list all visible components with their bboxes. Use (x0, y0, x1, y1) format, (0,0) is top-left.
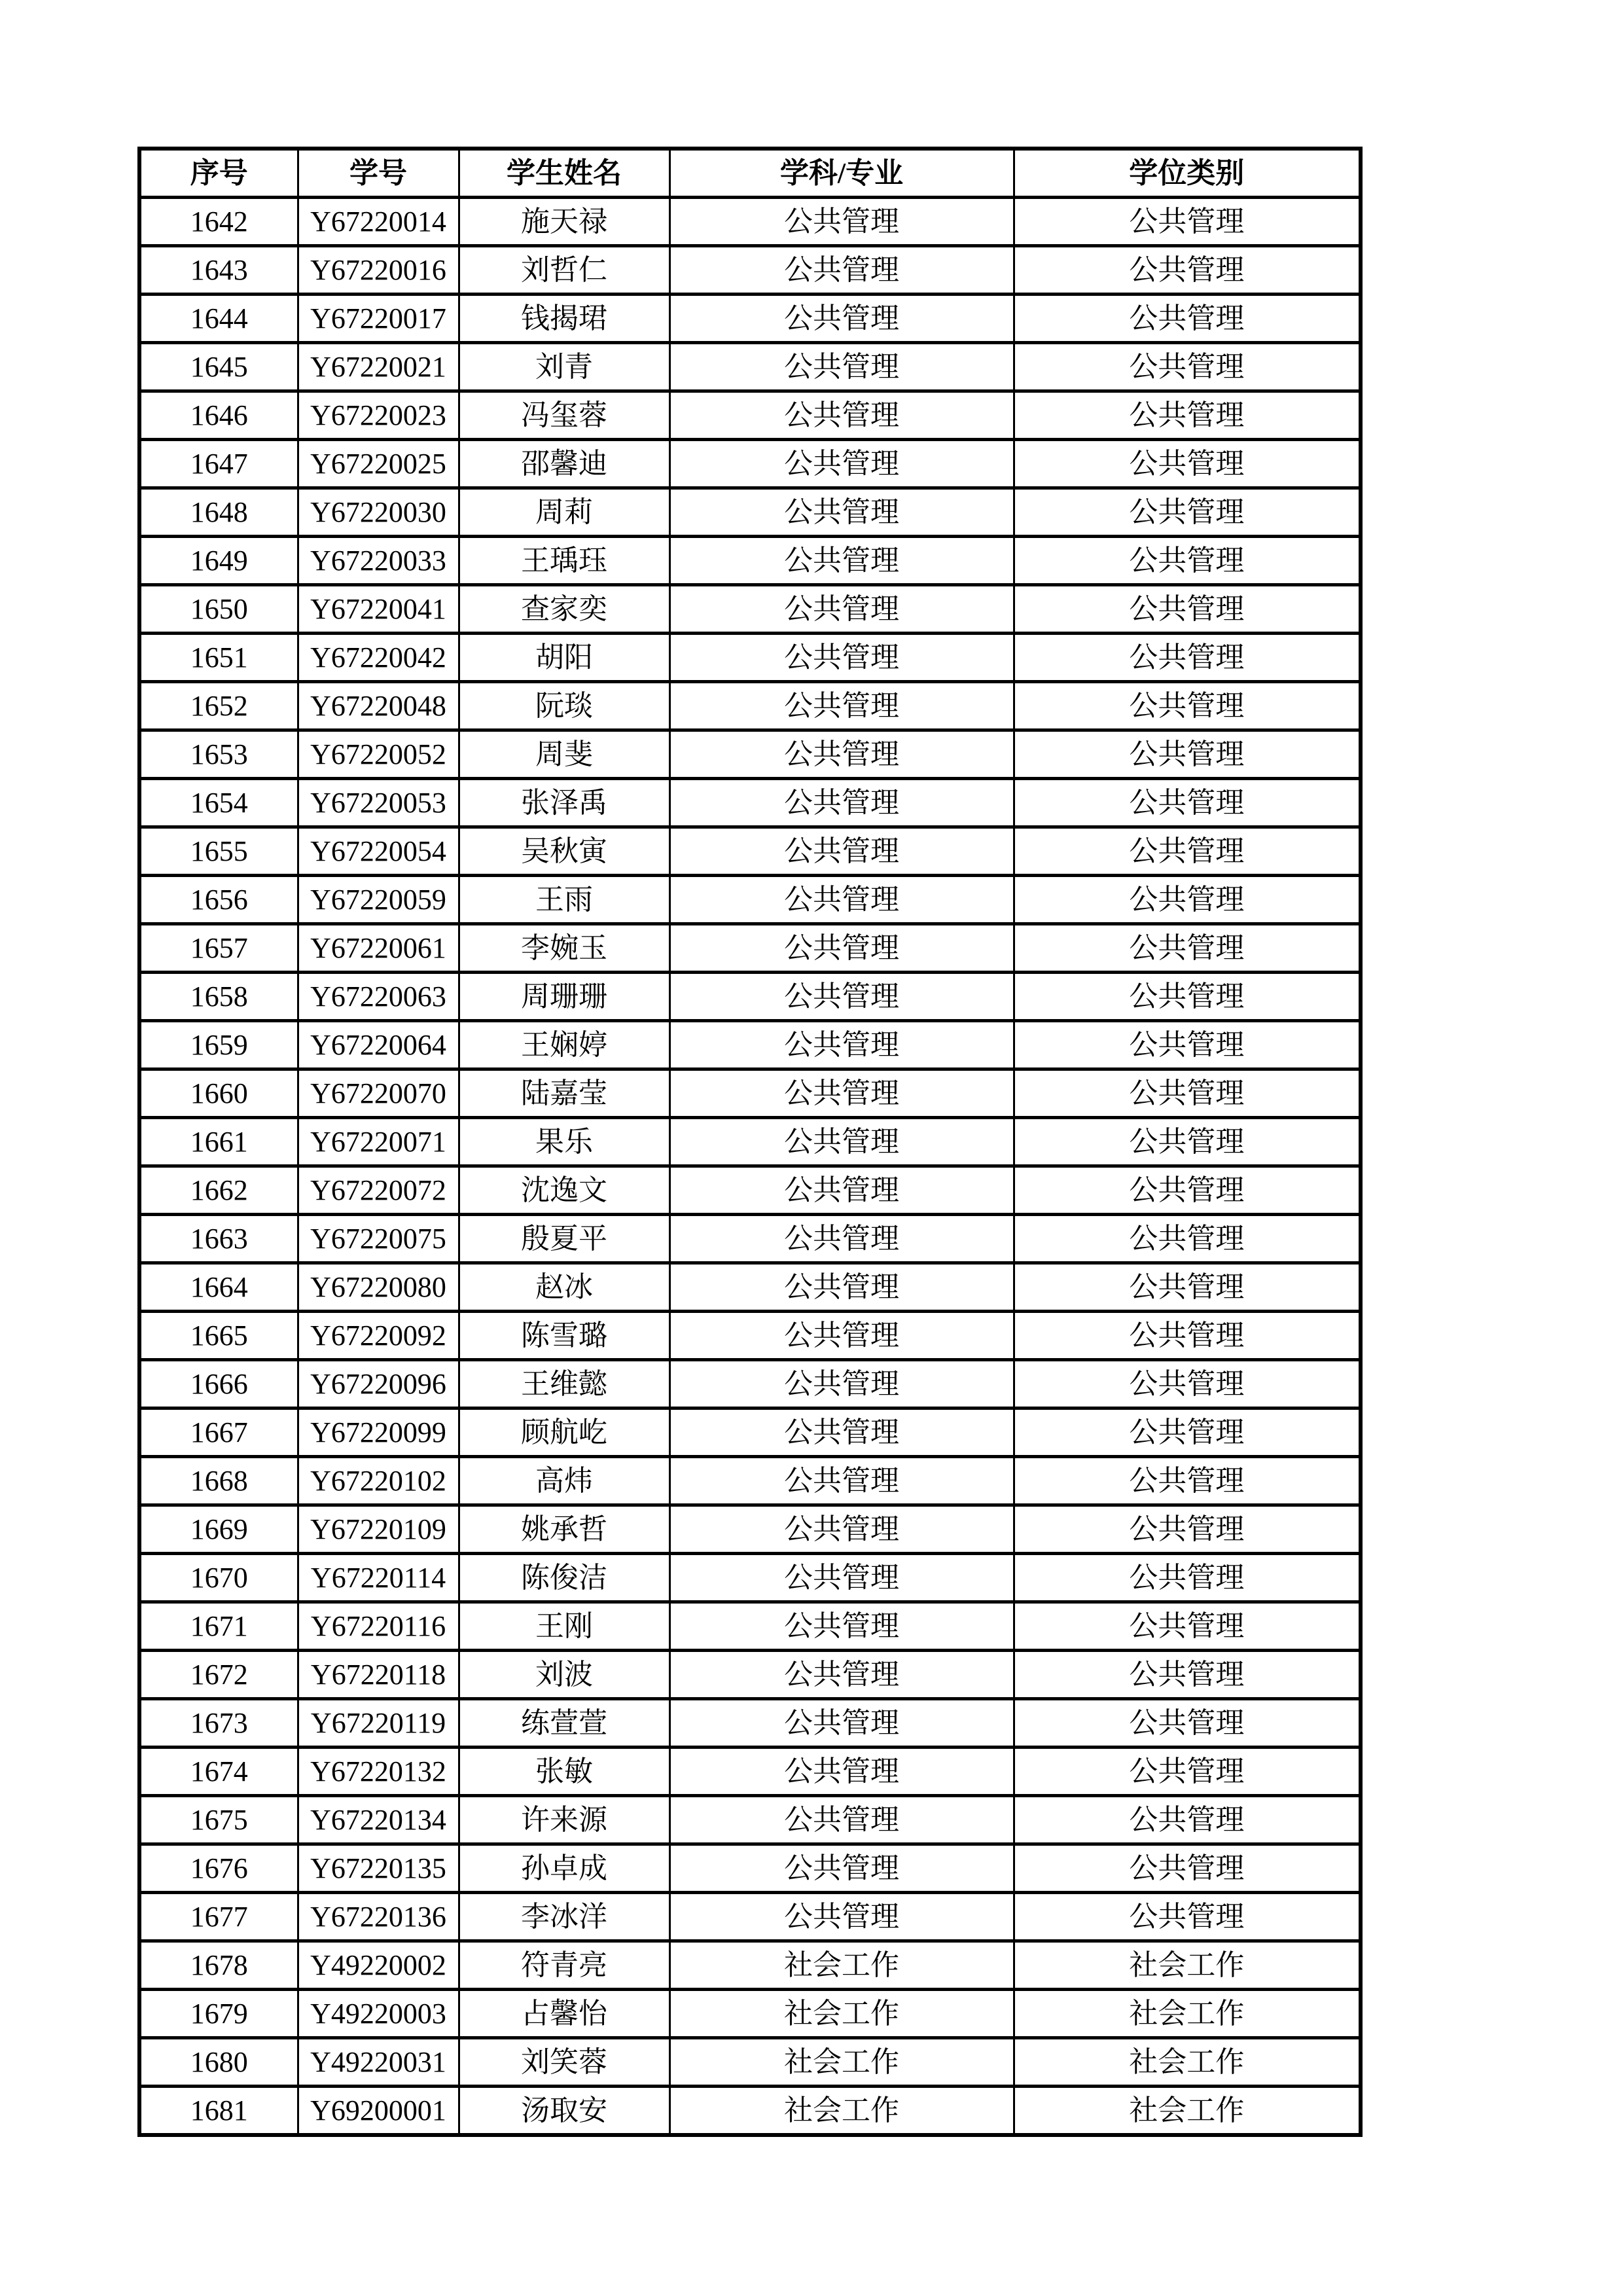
cell-degree-category: 公共管理 (1014, 1748, 1361, 1796)
cell-major: 公共管理 (669, 295, 1014, 343)
table-row (139, 876, 1361, 924)
cell-student-id: Y67220048 (298, 682, 459, 730)
table-row (139, 634, 1361, 682)
cell-serial-number: 1657 (139, 924, 298, 973)
cell-student-id: Y67220135 (298, 1844, 459, 1893)
cell-student-name: 刘青 (459, 343, 669, 391)
cell-serial-number: 1647 (139, 440, 298, 488)
cell-major: 公共管理 (669, 198, 1014, 246)
cell-student-name: 陈雪璐 (459, 1312, 669, 1360)
cell-degree-category: 公共管理 (1014, 1796, 1361, 1844)
cell-student-name: 占馨怡 (459, 1990, 669, 2038)
cell-serial-number: 1661 (139, 1118, 298, 1166)
cell-student-id: Y67220014 (298, 198, 459, 246)
cell-major: 公共管理 (669, 973, 1014, 1021)
cell-degree-category: 公共管理 (1014, 1505, 1361, 1554)
cell-major: 公共管理 (669, 1602, 1014, 1651)
cell-student-id: Y67220033 (298, 537, 459, 585)
cell-student-name: 吴秋寅 (459, 827, 669, 876)
cell-serial-number: 1677 (139, 1893, 298, 1941)
cell-student-name: 果乐 (459, 1118, 669, 1166)
cell-major: 公共管理 (669, 876, 1014, 924)
cell-student-id: Y67220092 (298, 1312, 459, 1360)
cell-serial-number: 1680 (139, 2038, 298, 2087)
cell-student-name: 殷夏平 (459, 1215, 669, 1263)
cell-degree-category: 公共管理 (1014, 1215, 1361, 1263)
cell-degree-category: 社会工作 (1014, 2038, 1361, 2087)
table-row (139, 198, 1361, 246)
cell-student-id: Y67220136 (298, 1893, 459, 1941)
cell-degree-category: 公共管理 (1014, 1893, 1361, 1941)
cell-degree-category: 公共管理 (1014, 1602, 1361, 1651)
cell-major: 公共管理 (669, 1554, 1014, 1602)
cell-degree-category: 公共管理 (1014, 1699, 1361, 1748)
cell-student-name: 查家奕 (459, 585, 669, 634)
table-row (139, 1166, 1361, 1215)
cell-student-id: Y67220063 (298, 973, 459, 1021)
cell-student-id: Y49220003 (298, 1990, 459, 2038)
cell-degree-category: 公共管理 (1014, 634, 1361, 682)
cell-major: 公共管理 (669, 827, 1014, 876)
cell-student-name: 王刚 (459, 1602, 669, 1651)
cell-serial-number: 1654 (139, 779, 298, 827)
cell-student-id: Y67220109 (298, 1505, 459, 1554)
table-row (139, 1360, 1361, 1408)
cell-serial-number: 1664 (139, 1263, 298, 1312)
table-body (139, 198, 1361, 2136)
cell-degree-category: 公共管理 (1014, 827, 1361, 876)
table-row (139, 343, 1361, 391)
table-row (139, 1748, 1361, 1796)
cell-major: 社会工作 (669, 2038, 1014, 2087)
cell-serial-number: 1642 (139, 198, 298, 246)
cell-serial-number: 1643 (139, 246, 298, 295)
cell-student-id: Y67220064 (298, 1021, 459, 1069)
cell-major: 公共管理 (669, 730, 1014, 779)
table-row (139, 1408, 1361, 1457)
cell-degree-category: 公共管理 (1014, 1554, 1361, 1602)
cell-student-name: 施天禄 (459, 198, 669, 246)
cell-student-name: 刘哲仁 (459, 246, 669, 295)
cell-student-id: Y67220030 (298, 488, 459, 537)
cell-major: 社会工作 (669, 1990, 1014, 2038)
cell-student-id: Y67220023 (298, 391, 459, 440)
cell-student-name: 王雨 (459, 876, 669, 924)
cell-major: 公共管理 (669, 1796, 1014, 1844)
cell-serial-number: 1659 (139, 1021, 298, 1069)
cell-serial-number: 1666 (139, 1360, 298, 1408)
cell-student-id: Y67220132 (298, 1748, 459, 1796)
cell-major: 公共管理 (669, 246, 1014, 295)
cell-major: 公共管理 (669, 682, 1014, 730)
cell-serial-number: 1672 (139, 1651, 298, 1699)
cell-serial-number: 1645 (139, 343, 298, 391)
header-student-name: 学生姓名 (459, 149, 669, 198)
cell-degree-category: 公共管理 (1014, 1263, 1361, 1312)
table-row (139, 1893, 1361, 1941)
cell-major: 公共管理 (669, 585, 1014, 634)
cell-degree-category: 公共管理 (1014, 585, 1361, 634)
cell-degree-category: 公共管理 (1014, 343, 1361, 391)
cell-student-name: 李冰洋 (459, 1893, 669, 1941)
cell-serial-number: 1651 (139, 634, 298, 682)
cell-serial-number: 1670 (139, 1554, 298, 1602)
table-row (139, 2087, 1361, 2136)
cell-degree-category: 社会工作 (1014, 1990, 1361, 2038)
header-degree-category: 学位类别 (1014, 149, 1361, 198)
cell-student-id: Y67220070 (298, 1069, 459, 1118)
cell-degree-category: 公共管理 (1014, 1021, 1361, 1069)
cell-student-name: 刘笑蓉 (459, 2038, 669, 2087)
table-row (139, 1554, 1361, 1602)
cell-major: 公共管理 (669, 391, 1014, 440)
table-row (139, 295, 1361, 343)
cell-degree-category: 公共管理 (1014, 295, 1361, 343)
table-row (139, 246, 1361, 295)
cell-major: 公共管理 (669, 1505, 1014, 1554)
cell-major: 公共管理 (669, 1748, 1014, 1796)
cell-major: 公共管理 (669, 343, 1014, 391)
table-row (139, 779, 1361, 827)
cell-student-id: Y67220059 (298, 876, 459, 924)
cell-student-id: Y67220052 (298, 730, 459, 779)
cell-serial-number: 1650 (139, 585, 298, 634)
cell-student-id: Y67220054 (298, 827, 459, 876)
table-row (139, 1796, 1361, 1844)
cell-major: 公共管理 (669, 1651, 1014, 1699)
cell-serial-number: 1674 (139, 1748, 298, 1796)
header-row (139, 149, 1361, 198)
cell-degree-category: 公共管理 (1014, 1166, 1361, 1215)
cell-degree-category: 公共管理 (1014, 198, 1361, 246)
cell-serial-number: 1679 (139, 1990, 298, 2038)
cell-degree-category: 公共管理 (1014, 682, 1361, 730)
cell-major: 公共管理 (669, 440, 1014, 488)
cell-degree-category: 公共管理 (1014, 537, 1361, 585)
cell-degree-category: 公共管理 (1014, 488, 1361, 537)
cell-student-id: Y67220053 (298, 779, 459, 827)
cell-student-name: 许来源 (459, 1796, 669, 1844)
cell-major: 公共管理 (669, 1360, 1014, 1408)
cell-student-name: 汤取安 (459, 2087, 669, 2136)
cell-major: 公共管理 (669, 1699, 1014, 1748)
cell-student-name: 王维懿 (459, 1360, 669, 1408)
cell-degree-category: 公共管理 (1014, 876, 1361, 924)
cell-student-id: Y67220119 (298, 1699, 459, 1748)
cell-degree-category: 公共管理 (1014, 1457, 1361, 1505)
table-row (139, 488, 1361, 537)
cell-degree-category: 公共管理 (1014, 924, 1361, 973)
table-row (139, 1069, 1361, 1118)
cell-serial-number: 1681 (139, 2087, 298, 2136)
table-row (139, 682, 1361, 730)
cell-serial-number: 1671 (139, 1602, 298, 1651)
cell-major: 公共管理 (669, 1893, 1014, 1941)
cell-student-name: 张敏 (459, 1748, 669, 1796)
cell-serial-number: 1676 (139, 1844, 298, 1893)
table-row (139, 1312, 1361, 1360)
table-row (139, 1263, 1361, 1312)
cell-student-name: 周珊珊 (459, 973, 669, 1021)
cell-student-name: 孙卓成 (459, 1844, 669, 1893)
cell-major: 公共管理 (669, 1021, 1014, 1069)
cell-student-id: Y49220002 (298, 1941, 459, 1990)
cell-degree-category: 公共管理 (1014, 1312, 1361, 1360)
cell-serial-number: 1646 (139, 391, 298, 440)
cell-serial-number: 1658 (139, 973, 298, 1021)
cell-student-id: Y67220021 (298, 343, 459, 391)
cell-student-name: 顾航屹 (459, 1408, 669, 1457)
cell-serial-number: 1649 (139, 537, 298, 585)
cell-student-id: Y67220075 (298, 1215, 459, 1263)
cell-student-id: Y67220061 (298, 924, 459, 973)
cell-student-id: Y67220017 (298, 295, 459, 343)
cell-serial-number: 1667 (139, 1408, 298, 1457)
cell-student-name: 刘波 (459, 1651, 669, 1699)
table-row (139, 585, 1361, 634)
cell-degree-category: 公共管理 (1014, 1651, 1361, 1699)
cell-major: 公共管理 (669, 1312, 1014, 1360)
cell-student-name: 冯玺蓉 (459, 391, 669, 440)
cell-degree-category: 社会工作 (1014, 1941, 1361, 1990)
table-row (139, 1602, 1361, 1651)
cell-student-name: 高炜 (459, 1457, 669, 1505)
cell-serial-number: 1675 (139, 1796, 298, 1844)
header-major: 学科/专业 (669, 149, 1014, 198)
cell-major: 公共管理 (669, 1263, 1014, 1312)
cell-student-id: Y67220042 (298, 634, 459, 682)
table-row (139, 973, 1361, 1021)
cell-major: 公共管理 (669, 924, 1014, 973)
cell-student-name: 胡阳 (459, 634, 669, 682)
cell-degree-category: 公共管理 (1014, 391, 1361, 440)
table-row (139, 1505, 1361, 1554)
cell-serial-number: 1648 (139, 488, 298, 537)
cell-degree-category: 公共管理 (1014, 779, 1361, 827)
cell-student-id: Y67220080 (298, 1263, 459, 1312)
student-roster-table (137, 147, 1363, 2137)
cell-student-id: Y67220071 (298, 1118, 459, 1166)
cell-degree-category: 公共管理 (1014, 1408, 1361, 1457)
cell-student-id: Y67220116 (298, 1602, 459, 1651)
cell-major: 公共管理 (669, 1069, 1014, 1118)
cell-student-id: Y67220025 (298, 440, 459, 488)
cell-student-id: Y67220102 (298, 1457, 459, 1505)
cell-student-name: 陆嘉莹 (459, 1069, 669, 1118)
table-row (139, 1457, 1361, 1505)
cell-degree-category: 公共管理 (1014, 1360, 1361, 1408)
cell-degree-category: 公共管理 (1014, 246, 1361, 295)
cell-degree-category: 公共管理 (1014, 1118, 1361, 1166)
cell-student-name: 赵冰 (459, 1263, 669, 1312)
cell-serial-number: 1669 (139, 1505, 298, 1554)
cell-serial-number: 1665 (139, 1312, 298, 1360)
cell-student-id: Y67220114 (298, 1554, 459, 1602)
header-serial-number: 序号 (139, 149, 298, 198)
cell-student-name: 阮琰 (459, 682, 669, 730)
cell-student-name: 练萱萱 (459, 1699, 669, 1748)
cell-serial-number: 1662 (139, 1166, 298, 1215)
cell-serial-number: 1653 (139, 730, 298, 779)
cell-student-id: Y67220016 (298, 246, 459, 295)
cell-student-name: 陈俊洁 (459, 1554, 669, 1602)
cell-degree-category: 社会工作 (1014, 2087, 1361, 2136)
cell-serial-number: 1656 (139, 876, 298, 924)
cell-major: 公共管理 (669, 1844, 1014, 1893)
table-row (139, 1021, 1361, 1069)
cell-student-name: 邵馨迪 (459, 440, 669, 488)
table-row (139, 1941, 1361, 1990)
cell-degree-category: 公共管理 (1014, 1844, 1361, 1893)
table-row (139, 1844, 1361, 1893)
cell-student-name: 钱揭珺 (459, 295, 669, 343)
cell-major: 公共管理 (669, 634, 1014, 682)
cell-student-id: Y67220072 (298, 1166, 459, 1215)
header-student-id: 学号 (298, 149, 459, 198)
cell-major: 公共管理 (669, 488, 1014, 537)
table-row (139, 537, 1361, 585)
cell-student-id: Y67220099 (298, 1408, 459, 1457)
cell-student-id: Y49220031 (298, 2038, 459, 2087)
cell-student-name: 姚承哲 (459, 1505, 669, 1554)
cell-major: 公共管理 (669, 779, 1014, 827)
table-row (139, 924, 1361, 973)
cell-serial-number: 1644 (139, 295, 298, 343)
cell-major: 公共管理 (669, 1457, 1014, 1505)
table-row (139, 730, 1361, 779)
cell-major: 公共管理 (669, 1166, 1014, 1215)
cell-student-name: 沈逸文 (459, 1166, 669, 1215)
cell-degree-category: 公共管理 (1014, 730, 1361, 779)
cell-degree-category: 公共管理 (1014, 440, 1361, 488)
cell-student-name: 王瑀珏 (459, 537, 669, 585)
cell-student-name: 王娴婷 (459, 1021, 669, 1069)
table-row (139, 1651, 1361, 1699)
cell-serial-number: 1668 (139, 1457, 298, 1505)
table-row (139, 440, 1361, 488)
cell-student-name: 张泽禹 (459, 779, 669, 827)
cell-major: 公共管理 (669, 1408, 1014, 1457)
cell-major: 公共管理 (669, 1118, 1014, 1166)
table-row (139, 391, 1361, 440)
cell-student-id: Y67220096 (298, 1360, 459, 1408)
cell-serial-number: 1673 (139, 1699, 298, 1748)
cell-major: 社会工作 (669, 2087, 1014, 2136)
cell-serial-number: 1660 (139, 1069, 298, 1118)
cell-student-id: Y67220118 (298, 1651, 459, 1699)
cell-student-id: Y67220134 (298, 1796, 459, 1844)
cell-student-name: 周斐 (459, 730, 669, 779)
table-row (139, 2038, 1361, 2087)
cell-student-id: Y69200001 (298, 2087, 459, 2136)
cell-major: 公共管理 (669, 1215, 1014, 1263)
table-row (139, 1215, 1361, 1263)
cell-student-name: 符青亮 (459, 1941, 669, 1990)
cell-serial-number: 1678 (139, 1941, 298, 1990)
table-row (139, 1699, 1361, 1748)
cell-serial-number: 1655 (139, 827, 298, 876)
cell-degree-category: 公共管理 (1014, 1069, 1361, 1118)
cell-serial-number: 1652 (139, 682, 298, 730)
table-row (139, 827, 1361, 876)
cell-student-name: 周莉 (459, 488, 669, 537)
table-row (139, 1118, 1361, 1166)
cell-major: 社会工作 (669, 1941, 1014, 1990)
cell-student-name: 李婉玉 (459, 924, 669, 973)
cell-serial-number: 1663 (139, 1215, 298, 1263)
cell-degree-category: 公共管理 (1014, 973, 1361, 1021)
table-row (139, 1990, 1361, 2038)
cell-major: 公共管理 (669, 537, 1014, 585)
cell-student-id: Y67220041 (298, 585, 459, 634)
